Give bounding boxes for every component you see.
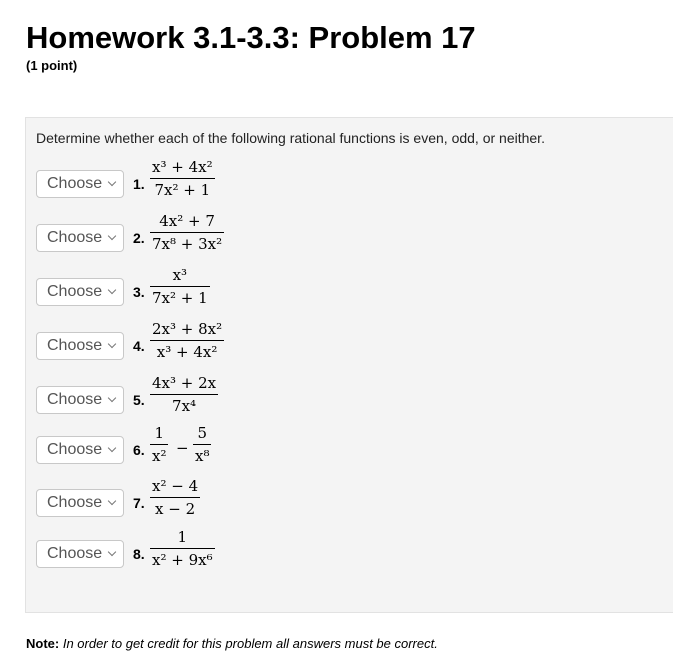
denominator: x − 2 <box>155 500 196 518</box>
chevron-down-icon <box>108 178 116 186</box>
denominator: x⁸ <box>195 447 210 465</box>
fraction-bar <box>150 178 215 179</box>
numerator: x³ + 4x² <box>152 158 213 176</box>
fraction-2 <box>150 212 224 253</box>
denominator: 7x² + 1 <box>154 181 211 199</box>
chevron-down-icon <box>108 340 116 348</box>
answer-select-5[interactable] <box>36 386 124 414</box>
fraction-bar <box>150 444 168 445</box>
item-number: 3. <box>133 284 145 300</box>
problem-panel <box>25 117 673 613</box>
fraction-bar <box>150 497 200 498</box>
numerator: 2x³ + 8x² <box>152 320 223 338</box>
denominator: 7x⁴ <box>172 397 197 415</box>
answer-select-1[interactable] <box>36 170 124 198</box>
answer-select-8[interactable] <box>36 540 124 568</box>
item-number: 8. <box>133 546 145 562</box>
denominator: 7x² + 1 <box>152 289 208 307</box>
fraction-5 <box>150 374 218 415</box>
fraction-bar <box>150 394 218 395</box>
item-number: 1. <box>133 176 145 192</box>
select-value: Choose <box>47 391 103 408</box>
select-value: Choose <box>47 283 103 300</box>
fraction-bar <box>150 340 224 341</box>
select-value: Choose <box>47 229 103 246</box>
item-number: 4. <box>133 338 145 354</box>
answer-select-2[interactable] <box>36 224 124 252</box>
answer-select-7[interactable] <box>36 489 124 517</box>
answer-select-4[interactable] <box>36 332 124 360</box>
numerator: 1 <box>177 528 188 546</box>
select-value: Choose <box>47 441 103 458</box>
numerator: x³ <box>172 266 188 284</box>
item-number: 6. <box>133 442 145 458</box>
item-number: 5. <box>133 392 145 408</box>
fraction-bar <box>150 232 224 233</box>
chevron-down-icon <box>108 394 116 402</box>
answer-select-6[interactable] <box>36 436 124 464</box>
item-number: 7. <box>133 495 145 511</box>
note-text: In order to get credit for this problem all answers must be correct. <box>62 636 438 651</box>
item-number: 2. <box>133 230 145 246</box>
denominator: 7x⁸ + 3x² <box>152 235 223 253</box>
numerator: 1 <box>154 424 165 442</box>
credit-note <box>26 636 438 652</box>
numerator: 5 <box>197 424 208 442</box>
fraction-1 <box>150 158 215 199</box>
chevron-down-icon <box>108 444 116 452</box>
minus-operator: − <box>176 439 189 457</box>
numerator: x² − 4 <box>152 477 199 495</box>
fraction-7 <box>150 477 200 518</box>
denominator: x² + 9x⁶ <box>152 551 213 569</box>
denominator: x³ + 4x² <box>156 343 218 361</box>
fraction-4 <box>150 320 224 361</box>
fraction-3 <box>150 266 210 307</box>
chevron-down-icon <box>108 286 116 294</box>
denominator: x² <box>152 447 167 465</box>
numerator: 4x² + 7 <box>159 212 215 230</box>
select-value: Choose <box>47 545 103 562</box>
note-label: Note: <box>26 636 60 651</box>
fraction-6a <box>150 424 168 465</box>
answer-select-3[interactable] <box>36 278 124 306</box>
page-title: Homework 3.1-3.3: Problem 17 <box>26 20 476 55</box>
numerator: 4x³ + 2x <box>152 374 217 392</box>
chevron-down-icon <box>108 497 116 505</box>
fraction-bar <box>150 286 210 287</box>
fraction-8 <box>150 528 215 569</box>
select-value: Choose <box>47 494 103 511</box>
chevron-down-icon <box>108 548 116 556</box>
chevron-down-icon <box>108 232 116 240</box>
select-value: Choose <box>47 175 103 192</box>
select-value: Choose <box>47 337 103 354</box>
problem-prompt: Determine whether each of the following rational functions is even, odd, or neither. <box>36 130 545 146</box>
fraction-bar <box>193 444 211 445</box>
fraction-6b <box>193 424 211 465</box>
points-label: (1 point) <box>26 58 78 73</box>
fraction-bar <box>150 548 215 549</box>
